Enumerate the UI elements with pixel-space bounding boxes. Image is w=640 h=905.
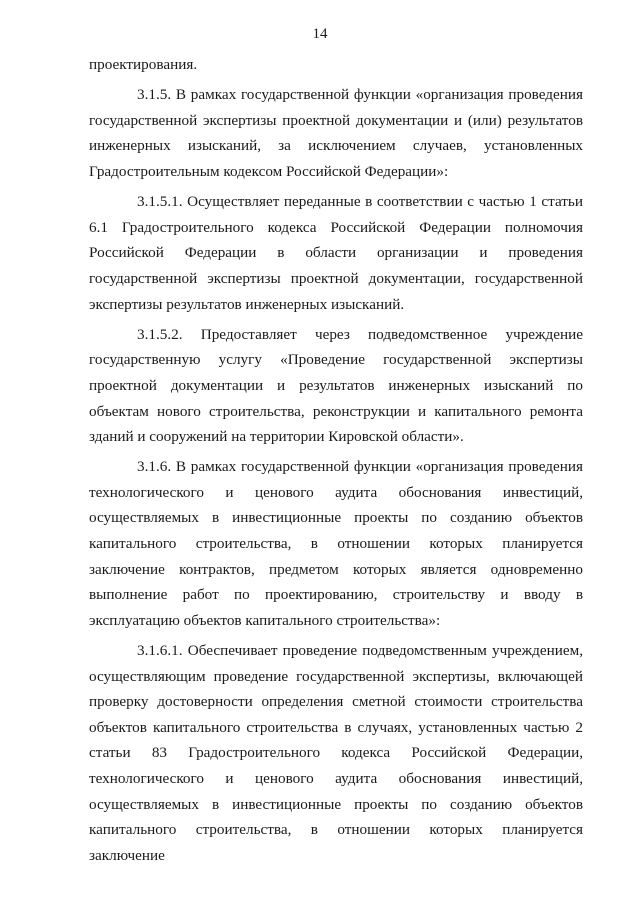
paragraph-3-1-5-1: 3.1.5.1. Осуществляет переданные в соответствии с частью 1 статьи 6.1 Градостроительного кодекса Российской Федерации полномочия Российской Федерации в области организации и проведения государственной экспертизы проектной документации, государственной экспертизы результатов инженерных изысканий. bbox=[89, 193, 583, 313]
paragraph-continuation: проектирования. bbox=[89, 56, 198, 73]
paragraph-3-1-6-1: 3.1.6.1. Обеспечивает проведение подведомственным учреждением, осуществляющим проведение государственной экспертизы, включающей проверку достоверности определения сметной стоимости строительства объектов капитального строительства в случаях, установленных частью 2 статьи 83 Градостроительного кодекса Российской Федерации, технологического и ценового аудита обоснования инвестиций, осуществляемых в инвестиционные проекты по созданию объектов капитального строительства, в отношении которых планируется заключение bbox=[89, 642, 583, 864]
document-body bbox=[89, 52, 583, 873]
paragraph-3-1-5-2: 3.1.5.2. Предоставляет через подведомственное учреждение государственную услугу «Проведение государственной экспертизы проектной документации и результатов инженерных изысканий по объектам нового строительства, реконструкции и капитального ремонта зданий и сооружений на территории Кировской области». bbox=[89, 325, 583, 446]
paragraph-3-1-5: 3.1.5. В рамках государственной функции «организация проведения государственной экспертизы проектной документации и (или) результатов инженерных изысканий, за исключением случаев, установленных Градостроительным кодексом Российской Федерации»: bbox=[89, 86, 583, 180]
paragraph-3-1-6: 3.1.6. В рамках государственной функции «организация проведения технологического и ценового аудита обоснования инвестиций, осуществляемых в инвестиционные проекты по созданию объектов капитального строительства, в отношении которых планируется заключение контрактов, предметом которых является одновременно выполнение работ по проектированию, строительству и вводу в эксплуатацию объектов капитального строительства»: bbox=[89, 458, 583, 629]
page-number: 14 bbox=[312, 26, 328, 42]
